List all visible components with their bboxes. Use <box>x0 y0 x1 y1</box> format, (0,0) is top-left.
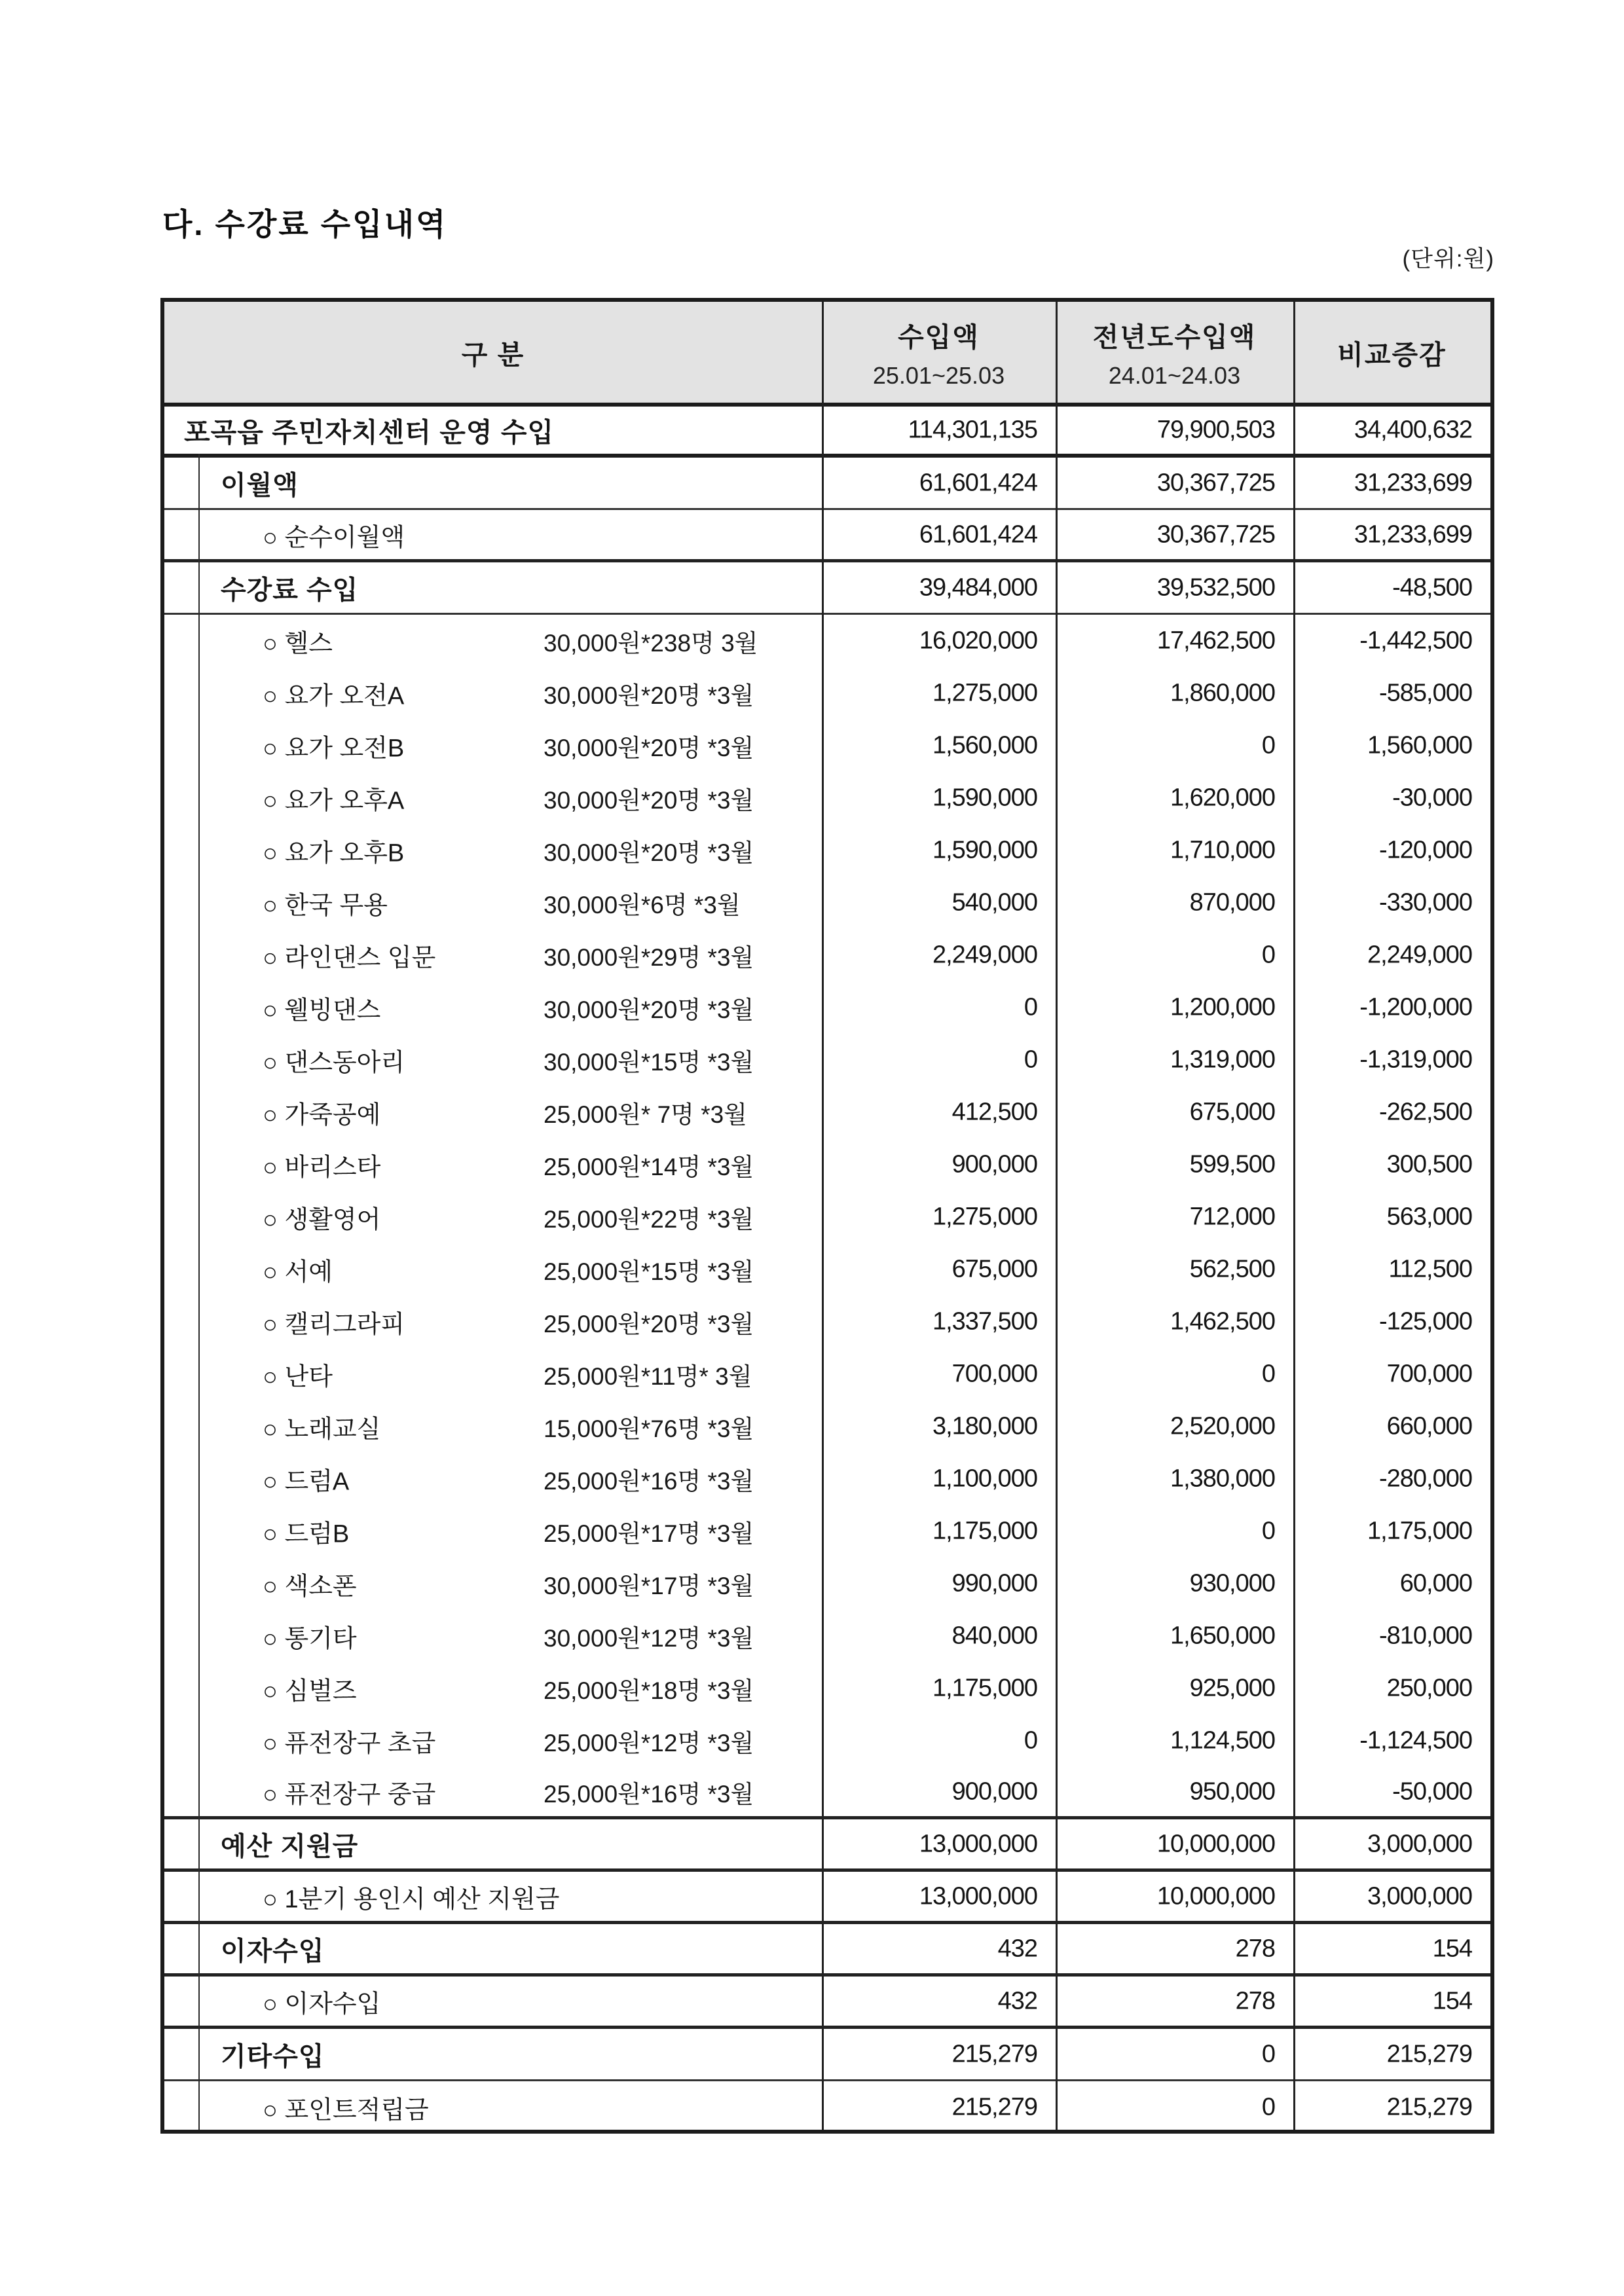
header-prev-period: 24.01~24.03 <box>1108 361 1241 389</box>
row-income-value: 1,590,000 <box>932 836 1037 864</box>
row-label: ○ 1분기 용인시 예산 지원금 <box>263 1886 560 1913</box>
row-label: ○ 드럼B <box>263 1520 350 1548</box>
row-formula: 25,000원*18명 *3월 <box>544 1677 754 1704</box>
row-label: ○ 가죽공예 <box>263 1101 381 1129</box>
row-income-value: 0 <box>1024 1726 1037 1755</box>
row-label: ○ 라인댄스 입문 <box>263 944 436 972</box>
row-diff-value: -125,000 <box>1378 1307 1472 1336</box>
table-row <box>164 1243 1490 1296</box>
row-diff-value: 34,400,632 <box>1354 416 1472 444</box>
row-formula: 25,000원*22명 *3월 <box>544 1206 754 1233</box>
table-row <box>164 1453 1490 1505</box>
row-label: ○ 이자수입 <box>263 1990 381 2018</box>
row-income-value: 1,275,000 <box>932 1203 1037 1231</box>
table-row <box>164 458 1490 510</box>
row-diff-value: -280,000 <box>1378 1465 1472 1493</box>
row-label: ○ 통기타 <box>263 1625 357 1653</box>
row-formula: 30,000원*29명 *3월 <box>544 944 754 971</box>
row-income-value: 0 <box>1024 1046 1037 1074</box>
row-income-value: 1,175,000 <box>932 1674 1037 1702</box>
row-label: ○ 드럼A <box>263 1468 350 1496</box>
table-row <box>164 1139 1490 1191</box>
table-row <box>164 1610 1490 1662</box>
row-diff-value: 3,000,000 <box>1367 1882 1472 1910</box>
row-prev-value: 1,380,000 <box>1170 1465 1275 1493</box>
row-label: ○ 바리스타 <box>263 1154 381 1182</box>
row-diff-value: -330,000 <box>1378 888 1472 917</box>
row-formula: 25,000원*15명 *3월 <box>544 1258 754 1285</box>
row-prev-value: 562,500 <box>1189 1255 1275 1283</box>
table-row <box>164 1662 1490 1715</box>
table-row <box>164 929 1490 981</box>
row-formula: 30,000원*12명 *3월 <box>544 1625 754 1652</box>
row-prev-value: 39,532,500 <box>1156 574 1275 601</box>
row-label: ○ 요가 오전A <box>263 682 405 710</box>
row-formula: 30,000원*20명 *3월 <box>544 787 754 814</box>
row-label: ○ 웰빙댄스 <box>263 996 381 1025</box>
row-income-value: 2,249,000 <box>932 941 1037 969</box>
table-body <box>164 407 1490 2134</box>
row-label: ○ 댄스동아리 <box>263 1049 405 1077</box>
row-income-value: 3,180,000 <box>932 1412 1037 1440</box>
income-table <box>160 298 1494 2134</box>
row-diff-value: -1,124,500 <box>1359 1726 1472 1755</box>
table-row <box>164 772 1490 824</box>
row-prev-value: 599,500 <box>1189 1150 1275 1178</box>
row-label: ○ 색소폰 <box>263 1573 357 1601</box>
row-label: ○ 서예 <box>263 1258 333 1286</box>
header-cell-diff <box>1293 302 1490 403</box>
row-diff-value: 60,000 <box>1399 1569 1472 1597</box>
row-diff-value: 3,000,000 <box>1367 1830 1472 1857</box>
row-income-value: 432 <box>997 1987 1037 2014</box>
row-label: ○ 요가 오후A <box>263 787 405 815</box>
header-cell-category <box>164 302 822 403</box>
table-row <box>164 510 1490 562</box>
row-income-value: 215,279 <box>951 2093 1037 2121</box>
row-diff-value: -120,000 <box>1378 836 1472 864</box>
row-diff-value: -262,500 <box>1378 1098 1472 1126</box>
row-prev-value: 0 <box>1261 731 1275 759</box>
row-diff-value: 215,279 <box>1386 2093 1472 2121</box>
row-prev-value: 1,710,000 <box>1170 836 1275 864</box>
row-income-value: 114,301,135 <box>908 416 1037 444</box>
table-row <box>164 1296 1490 1348</box>
row-label: ○ 캘리그라피 <box>263 1311 405 1339</box>
header-income-label: 수입액 <box>898 321 980 352</box>
table-row <box>164 1715 1490 1767</box>
row-income-value: 675,000 <box>951 1255 1037 1283</box>
header-income-period: 25.01~25.03 <box>872 361 1005 389</box>
row-income-value: 39,484,000 <box>919 574 1037 601</box>
row-formula: 25,000원*17명 *3월 <box>544 1520 754 1547</box>
row-prev-value: 10,000,000 <box>1156 1830 1275 1857</box>
row-label: 이자수입 <box>221 1937 325 1965</box>
indent-divider <box>198 454 200 2130</box>
table-row <box>164 615 1490 667</box>
row-prev-value: 712,000 <box>1189 1203 1275 1231</box>
row-income-value: 540,000 <box>951 888 1037 917</box>
table-row <box>164 720 1490 772</box>
table-row <box>164 877 1490 929</box>
table-row <box>164 824 1490 877</box>
page-title: 다. 수강료 수입내역 <box>162 207 448 242</box>
header-diff-label: 비교증감 <box>1337 339 1447 370</box>
header-category-label: 구 분 <box>461 339 525 370</box>
row-prev-value: 870,000 <box>1189 888 1275 917</box>
table-row <box>164 1767 1490 1819</box>
row-income-value: 840,000 <box>951 1622 1037 1650</box>
row-diff-value: 215,279 <box>1386 2040 1472 2068</box>
row-prev-value: 925,000 <box>1189 1674 1275 1702</box>
row-diff-value: 154 <box>1432 1935 1472 1962</box>
row-diff-value: -1,200,000 <box>1359 993 1472 1021</box>
row-prev-value: 79,900,503 <box>1156 416 1275 444</box>
row-label: ○ 순수이월액 <box>263 524 405 551</box>
row-formula: 25,000원*14명 *3월 <box>544 1154 754 1180</box>
table-row <box>164 2029 1490 2081</box>
row-formula: 15,000원*76명 *3월 <box>544 1415 754 1442</box>
column-divider-3 <box>1293 302 1295 2130</box>
row-prev-value: 0 <box>1261 2093 1275 2121</box>
table-row <box>164 667 1490 720</box>
row-diff-value: -48,500 <box>1392 574 1472 601</box>
row-prev-value: 0 <box>1261 2040 1275 2068</box>
row-diff-value: 154 <box>1432 1987 1472 2014</box>
row-label: 이월액 <box>221 471 299 500</box>
table-row <box>164 407 1490 458</box>
row-label: 예산 지원금 <box>221 1832 359 1861</box>
row-diff-value: -810,000 <box>1378 1622 1472 1650</box>
row-label: 기타수입 <box>221 2042 325 2071</box>
row-prev-value: 10,000,000 <box>1156 1882 1275 1910</box>
table-row <box>164 1086 1490 1139</box>
row-prev-value: 1,124,500 <box>1170 1726 1275 1755</box>
row-diff-value: 1,560,000 <box>1367 731 1472 759</box>
table-row <box>164 1872 1490 1924</box>
row-diff-value: 112,500 <box>1388 1255 1472 1283</box>
table-row <box>164 1348 1490 1400</box>
row-label: ○ 포인트적립금 <box>263 2096 429 2124</box>
row-prev-value: 1,650,000 <box>1170 1622 1275 1650</box>
row-formula: 25,000원*16명 *3월 <box>544 1780 754 1808</box>
row-label: ○ 헬스 <box>263 630 333 658</box>
table-row <box>164 2081 1490 2134</box>
row-prev-value: 930,000 <box>1189 1569 1275 1597</box>
row-formula: 25,000원*20명 *3월 <box>544 1311 754 1338</box>
table-row <box>164 1034 1490 1086</box>
row-diff-value: 31,233,699 <box>1354 469 1472 496</box>
row-formula: 30,000원*6명 *3월 <box>544 892 741 919</box>
row-formula: 30,000원*17명 *3월 <box>544 1573 754 1599</box>
row-diff-value: 31,233,699 <box>1354 520 1472 548</box>
row-label: ○ 심벌즈 <box>263 1677 357 1705</box>
row-prev-value: 1,200,000 <box>1170 993 1275 1021</box>
row-diff-value: -50,000 <box>1392 1777 1472 1805</box>
row-income-value: 1,560,000 <box>932 731 1037 759</box>
row-prev-value: 17,462,500 <box>1156 627 1275 655</box>
row-label: 포곡읍 주민자치센터 운영 수입 <box>184 417 555 448</box>
table-row <box>164 1505 1490 1558</box>
column-divider-1 <box>822 302 824 2130</box>
row-prev-value: 278 <box>1235 1935 1275 1962</box>
row-income-value: 0 <box>1024 993 1037 1021</box>
row-income-value: 900,000 <box>951 1150 1037 1178</box>
row-diff-value: 250,000 <box>1386 1674 1472 1702</box>
row-income-value: 1,100,000 <box>932 1465 1037 1493</box>
row-diff-value: 2,249,000 <box>1367 941 1472 969</box>
row-prev-value: 278 <box>1235 1987 1275 2014</box>
header-cell-income <box>822 302 1056 403</box>
row-formula: 30,000원*20명 *3월 <box>544 735 754 761</box>
row-income-value: 900,000 <box>951 1777 1037 1805</box>
row-formula: 25,000원*12명 *3월 <box>544 1730 754 1757</box>
row-income-value: 1,590,000 <box>932 784 1037 812</box>
row-income-value: 215,279 <box>951 2040 1037 2068</box>
row-prev-value: 0 <box>1261 1360 1275 1388</box>
row-formula: 30,000원*238명 3월 <box>544 630 758 657</box>
row-diff-value: -1,442,500 <box>1359 627 1472 655</box>
table-row <box>164 1924 1490 1977</box>
row-label: ○ 요가 오전B <box>263 735 405 763</box>
row-prev-value: 30,367,725 <box>1156 469 1275 496</box>
row-income-value: 1,275,000 <box>932 679 1037 707</box>
row-label: ○ 노래교실 <box>263 1415 381 1444</box>
row-formula: 30,000원*20명 *3월 <box>544 682 754 709</box>
row-income-value: 13,000,000 <box>919 1882 1037 1910</box>
row-formula: 25,000원* 7명 *3월 <box>544 1101 747 1128</box>
table-row <box>164 562 1490 615</box>
row-prev-value: 0 <box>1261 1517 1275 1545</box>
header-cell-prev-income <box>1056 302 1293 403</box>
table-row <box>164 1819 1490 1872</box>
row-prev-value: 1,860,000 <box>1170 679 1275 707</box>
row-income-value: 61,601,424 <box>919 469 1037 496</box>
row-diff-value: -30,000 <box>1392 784 1472 812</box>
row-formula: 30,000원*20명 *3월 <box>544 996 754 1023</box>
row-diff-value: 300,500 <box>1386 1150 1472 1178</box>
row-income-value: 700,000 <box>951 1360 1037 1388</box>
row-income-value: 16,020,000 <box>919 627 1037 655</box>
table-row <box>164 1977 1490 2029</box>
row-prev-value: 1,620,000 <box>1170 784 1275 812</box>
row-income-value: 990,000 <box>951 1569 1037 1597</box>
row-prev-value: 2,520,000 <box>1170 1412 1275 1440</box>
table-row <box>164 1400 1490 1453</box>
row-income-value: 1,175,000 <box>932 1517 1037 1545</box>
row-prev-value: 1,462,500 <box>1170 1307 1275 1336</box>
row-formula: 30,000원*15명 *3월 <box>544 1049 754 1076</box>
row-diff-value: 563,000 <box>1386 1203 1472 1231</box>
row-formula: 25,000원*11명* 3월 <box>544 1363 752 1390</box>
row-label: ○ 퓨전장구 중급 <box>263 1781 436 1808</box>
row-diff-value: 660,000 <box>1386 1412 1472 1440</box>
row-label: ○ 난타 <box>263 1363 333 1391</box>
header-prev-label: 전년도수입액 <box>1092 321 1257 352</box>
row-label: ○ 퓨전장구 초급 <box>263 1730 436 1758</box>
row-label: ○ 요가 오후B <box>263 839 405 867</box>
row-label: ○ 생활영어 <box>263 1206 381 1234</box>
row-prev-value: 1,319,000 <box>1170 1046 1275 1074</box>
table-row <box>164 1558 1490 1610</box>
row-diff-value: -585,000 <box>1378 679 1472 707</box>
row-label: 수강료 수입 <box>221 575 359 604</box>
row-income-value: 412,500 <box>951 1098 1037 1126</box>
row-income-value: 13,000,000 <box>919 1830 1037 1857</box>
unit-label: (단위:원) <box>1402 246 1494 272</box>
table-header-row <box>164 302 1490 407</box>
table-row <box>164 981 1490 1034</box>
row-prev-value: 0 <box>1261 941 1275 969</box>
row-formula: 30,000원*20명 *3월 <box>544 839 754 866</box>
row-label: ○ 한국 무용 <box>263 892 388 920</box>
row-income-value: 1,337,500 <box>932 1307 1037 1336</box>
column-divider-2 <box>1056 302 1058 2130</box>
row-prev-value: 950,000 <box>1189 1777 1275 1805</box>
row-formula: 25,000원*16명 *3월 <box>544 1468 754 1495</box>
row-diff-value: -1,319,000 <box>1359 1046 1472 1074</box>
table-row <box>164 1191 1490 1243</box>
row-income-value: 61,601,424 <box>919 520 1037 548</box>
row-prev-value: 675,000 <box>1189 1098 1275 1126</box>
row-diff-value: 700,000 <box>1386 1360 1472 1388</box>
row-diff-value: 1,175,000 <box>1367 1517 1472 1545</box>
row-income-value: 432 <box>997 1935 1037 1962</box>
row-prev-value: 30,367,725 <box>1156 520 1275 548</box>
